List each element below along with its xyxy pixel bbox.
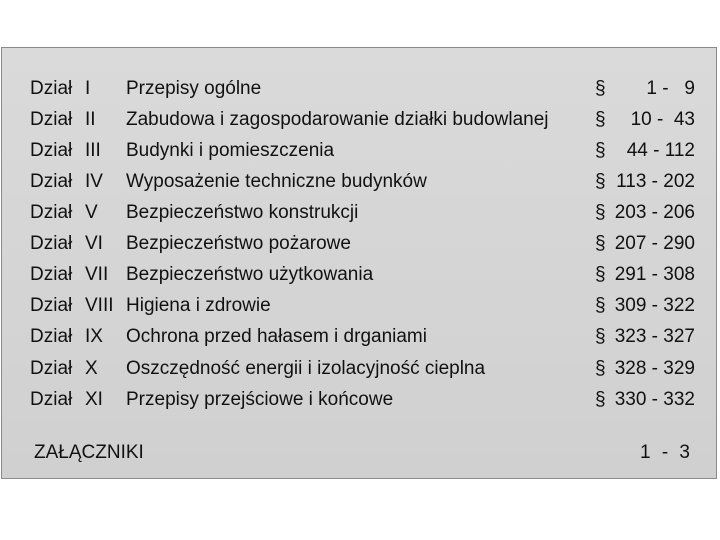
row-label: Dział xyxy=(30,233,73,254)
row-label: Dział xyxy=(30,78,73,99)
attachments-label: ZAŁĄCZNIKI xyxy=(34,442,144,463)
section-symbol: § xyxy=(595,326,606,347)
table-of-contents-panel xyxy=(1,47,717,479)
row-label: Dział xyxy=(30,140,73,161)
section-range-value: 44 - 112 xyxy=(626,140,695,161)
row-number: XI xyxy=(85,389,103,410)
row-title: Budynki i pomieszczenia xyxy=(126,140,335,161)
section-symbol: § xyxy=(595,233,606,254)
section-range-value: 207 - 290 xyxy=(614,233,695,254)
row-number: VII xyxy=(85,264,109,285)
section-range-value: 1 - 9 xyxy=(646,78,695,99)
toc-row-dzial-2 xyxy=(2,106,718,134)
row-label: Dział xyxy=(30,202,73,223)
toc-row-dzial-5 xyxy=(2,199,718,227)
section-range-value: 291 - 308 xyxy=(614,264,695,285)
row-title: Przepisy przejściowe i końcowe xyxy=(126,389,394,410)
row-title: Bezpieczeństwo użytkowania xyxy=(126,264,374,285)
row-number: X xyxy=(85,358,98,379)
section-symbol: § xyxy=(595,109,606,130)
section-range-value: 113 - 202 xyxy=(616,171,695,192)
row-label: Dział xyxy=(30,264,73,285)
section-symbol: § xyxy=(595,78,606,99)
toc-row-dzial-11 xyxy=(2,386,718,414)
row-number: VI xyxy=(85,233,103,254)
section-symbol: § xyxy=(595,295,606,316)
section-symbol: § xyxy=(595,389,606,410)
row-title: Higiena i zdrowie xyxy=(126,295,271,316)
row-label: Dział xyxy=(30,171,73,192)
row-title: Oszczędność energii i izolacyjność cieplna xyxy=(126,358,486,379)
row-title: Wyposażenie techniczne budynków xyxy=(126,171,427,192)
row-title: Ochrona przed hałasem i drganiami xyxy=(126,326,427,347)
section-range-value: 330 - 332 xyxy=(614,389,695,410)
row-label: Dział xyxy=(30,389,73,410)
row-title: Przepisy ogólne xyxy=(126,78,262,99)
toc-row-dzial-9 xyxy=(2,323,718,351)
toc-row-dzial-6 xyxy=(2,230,718,258)
row-number: I xyxy=(85,78,91,99)
section-symbol: § xyxy=(595,171,606,192)
row-title: Bezpieczeństwo pożarowe xyxy=(126,233,351,254)
row-label: Dział xyxy=(30,358,73,379)
section-range-value: 323 - 327 xyxy=(614,326,695,347)
attachments-range: 1 - 3 xyxy=(639,442,693,463)
section-symbol: § xyxy=(595,358,606,379)
row-number: VIII xyxy=(85,295,114,316)
section-range-value: 10 - 43 xyxy=(630,109,695,130)
section-range-value: 203 - 206 xyxy=(614,202,695,223)
section-symbol: § xyxy=(595,202,606,223)
toc-row-dzial-7 xyxy=(2,261,718,289)
section-symbol: § xyxy=(595,140,606,161)
toc-row-dzial-1 xyxy=(2,75,718,103)
row-number: II xyxy=(85,109,96,130)
row-title: Bezpieczeństwo konstrukcji xyxy=(126,202,359,223)
row-title: Zabudowa i zagospodarowanie działki budowlanej xyxy=(126,109,549,130)
attachments-row xyxy=(2,439,718,467)
toc-row-dzial-10 xyxy=(2,355,718,383)
row-label: Dział xyxy=(30,295,73,316)
row-label: Dział xyxy=(30,326,73,347)
toc-row-dzial-3 xyxy=(2,137,718,165)
row-number: V xyxy=(85,202,98,223)
toc-row-dzial-4 xyxy=(2,168,718,196)
row-number: III xyxy=(85,140,101,161)
section-range-value: 309 - 322 xyxy=(614,295,695,316)
row-label: Dział xyxy=(30,109,73,130)
section-symbol: § xyxy=(595,264,606,285)
row-number: IX xyxy=(85,326,103,347)
toc-row-dzial-8 xyxy=(2,292,718,320)
row-number: IV xyxy=(85,171,103,192)
section-range-value: 328 - 329 xyxy=(614,358,695,379)
